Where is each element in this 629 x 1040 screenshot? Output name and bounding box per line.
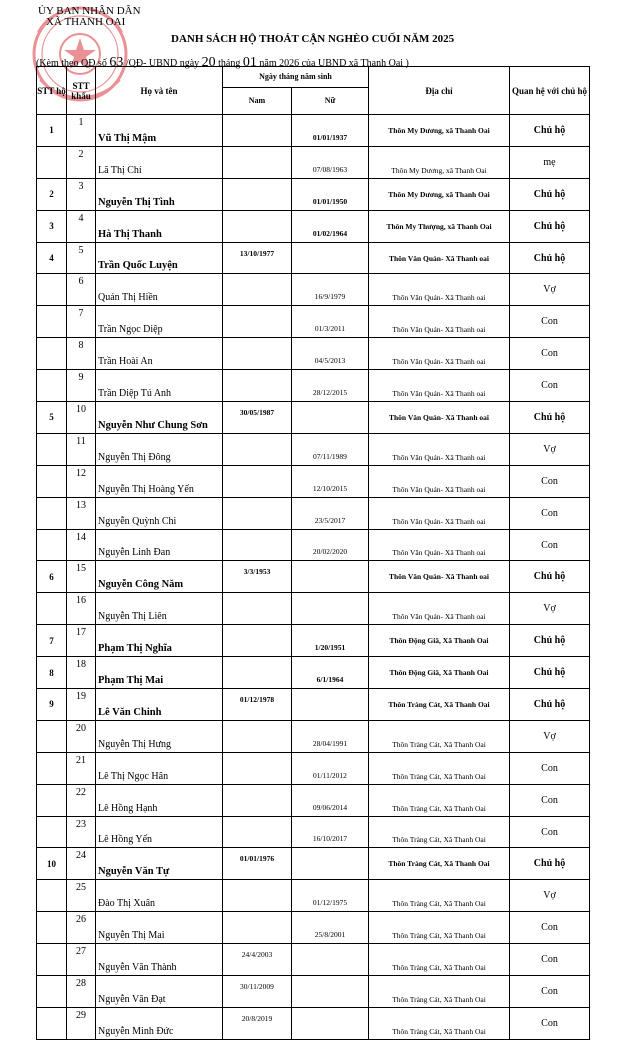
table-row — [37, 529, 590, 561]
subtitle-suffix: năm 2026 của UBND xã Thanh Oai ) — [259, 58, 409, 69]
address-cell: Thôn Văn Quán- Xã Thanh oai — [369, 338, 510, 370]
header-stt-khau: STT khẩu — [67, 67, 96, 115]
name-cell: Phạm Thị Nghĩa — [96, 625, 223, 657]
relation-cell: Vợ — [510, 720, 590, 752]
stt-ho-cell: 2 — [37, 178, 67, 210]
subtitle-prefix: (Kèm theo QĐ số — [36, 58, 107, 69]
address-cell: Thôn Tràng Cát, Xã Thanh Oai — [369, 976, 510, 1008]
relation-cell: Con — [510, 912, 590, 944]
table-row — [37, 593, 590, 625]
relation-cell: Con — [510, 370, 590, 402]
female-birth-cell: 6/1/1964 — [292, 657, 369, 689]
male-birth-cell — [223, 178, 292, 210]
table-row — [37, 689, 590, 721]
name-cell: Quản Thị Hiền — [96, 274, 223, 306]
male-birth-cell — [223, 210, 292, 242]
name-cell: Đào Thị Xuân — [96, 880, 223, 912]
name-cell: Nguyễn Linh Đan — [96, 529, 223, 561]
table-row — [37, 976, 590, 1008]
name-cell: Nguyễn Văn Đạt — [96, 976, 223, 1008]
name-cell: Trần Hoài An — [96, 338, 223, 370]
table-row — [37, 274, 590, 306]
stt-ho-cell — [37, 944, 67, 976]
male-birth-cell — [223, 497, 292, 529]
header-name: Họ và tên — [96, 67, 223, 115]
male-birth-cell — [223, 816, 292, 848]
male-birth-cell — [223, 338, 292, 370]
address-cell: Thôn Văn Quán- Xã Thanh oai — [369, 561, 510, 593]
male-birth-cell: 13/10/1977 — [223, 242, 292, 274]
table-row — [37, 306, 590, 338]
relation-cell: Vợ — [510, 593, 590, 625]
header-female: Nữ — [292, 88, 369, 115]
female-birth-cell: 16/9/1979 — [292, 274, 369, 306]
table-row — [37, 465, 590, 497]
name-cell: Trần Ngọc Diệp — [96, 306, 223, 338]
address-cell: Thôn Tràng Cát, Xã Thanh Oai — [369, 1007, 510, 1039]
address-cell: Thôn Văn Quán- Xã Thanh oai — [369, 433, 510, 465]
stt-ho-cell — [37, 465, 67, 497]
female-birth-cell: 07/11/1989 — [292, 433, 369, 465]
stt-ho-cell: 7 — [37, 625, 67, 657]
name-cell: Lê Hồng Hạnh — [96, 784, 223, 816]
stt-ho-cell: 4 — [37, 242, 67, 274]
stt-khau-cell: 7 — [67, 306, 96, 338]
name-cell: Phạm Thị Mai — [96, 657, 223, 689]
table-row — [37, 178, 590, 210]
male-birth-cell — [223, 657, 292, 689]
header-relation: Quan hệ với chủ hộ — [510, 67, 590, 115]
name-cell: Lã Thị Chí — [96, 146, 223, 178]
female-birth-cell: 01/11/2012 — [292, 752, 369, 784]
address-cell: Thôn Văn Quán- Xã Thanh oai — [369, 402, 510, 434]
female-birth-cell: 01/01/1937 — [292, 115, 369, 147]
male-birth-cell — [223, 433, 292, 465]
name-cell: Nguyễn Như Chung Sơn — [96, 402, 223, 434]
decision-day: 20 — [201, 55, 216, 70]
stt-khau-cell: 11 — [67, 433, 96, 465]
stt-ho-cell — [37, 593, 67, 625]
stt-khau-cell: 22 — [67, 784, 96, 816]
female-birth-cell — [292, 242, 369, 274]
female-birth-cell: 28/12/2015 — [292, 370, 369, 402]
female-birth-cell: 04/5/2013 — [292, 338, 369, 370]
stt-khau-cell: 1 — [67, 115, 96, 147]
name-cell: Nguyễn Thị Mai — [96, 912, 223, 944]
stt-khau-cell: 24 — [67, 848, 96, 880]
female-birth-cell: 01/01/1950 — [292, 178, 369, 210]
male-birth-cell — [223, 465, 292, 497]
table-row — [37, 1007, 590, 1039]
address-cell: Thôn Tràng Cát, Xã Thanh Oai — [369, 689, 510, 721]
agency-name-line2: XÃ THANH OAI — [46, 16, 126, 28]
female-birth-cell: 20/02/2020 — [292, 529, 369, 561]
male-birth-cell: 24/4/2003 — [223, 944, 292, 976]
stt-ho-cell — [37, 816, 67, 848]
relation-cell: Chủ hộ — [510, 178, 590, 210]
relation-cell: Vợ — [510, 880, 590, 912]
header-address: Địa chỉ — [369, 67, 510, 115]
female-birth-cell: 01/12/1975 — [292, 880, 369, 912]
name-cell: Nguyễn Minh Đức — [96, 1007, 223, 1039]
female-birth-cell — [292, 689, 369, 721]
relation-cell: Con — [510, 752, 590, 784]
stt-ho-cell — [37, 529, 67, 561]
male-birth-cell — [223, 370, 292, 402]
female-birth-cell — [292, 976, 369, 1008]
stt-ho-cell — [37, 433, 67, 465]
male-birth-cell — [223, 529, 292, 561]
name-cell: Nguyễn Văn Thành — [96, 944, 223, 976]
address-cell: Thôn Tràng Cát, Xã Thanh Oai — [369, 720, 510, 752]
address-cell: Thôn Động Giã, Xã Thanh Oai — [369, 657, 510, 689]
address-cell: Thôn Động Giã, Xã Thanh Oai — [369, 625, 510, 657]
stt-ho-cell: 8 — [37, 657, 67, 689]
relation-cell: Chủ hộ — [510, 402, 590, 434]
female-birth-cell: 01/3/2011 — [292, 306, 369, 338]
male-birth-cell: 01/01/1976 — [223, 848, 292, 880]
female-birth-cell: 1/20/1951 — [292, 625, 369, 657]
relation-cell: Con — [510, 529, 590, 561]
female-birth-cell — [292, 944, 369, 976]
address-cell: Thôn Tràng Cát, Xã Thanh Oai — [369, 784, 510, 816]
male-birth-cell — [223, 146, 292, 178]
table-row — [37, 146, 590, 178]
female-birth-cell: 12/10/2015 — [292, 465, 369, 497]
relation-cell: Con — [510, 497, 590, 529]
stt-ho-cell: 3 — [37, 210, 67, 242]
stt-ho-cell — [37, 274, 67, 306]
stt-ho-cell — [37, 306, 67, 338]
male-birth-cell — [223, 593, 292, 625]
stt-khau-cell: 6 — [67, 274, 96, 306]
table-row — [37, 370, 590, 402]
table-row — [37, 784, 590, 816]
address-cell: Thôn My Thượng, xã Thanh Oai — [369, 210, 510, 242]
name-cell: Lê Thị Ngọc Hân — [96, 752, 223, 784]
stt-khau-cell: 2 — [67, 146, 96, 178]
stt-khau-cell: 10 — [67, 402, 96, 434]
male-birth-cell: 30/11/2009 — [223, 976, 292, 1008]
relation-cell: Con — [510, 976, 590, 1008]
name-cell: Nguyễn Quỳnh Chi — [96, 497, 223, 529]
relation-cell: Vợ — [510, 433, 590, 465]
relation-cell: Con — [510, 944, 590, 976]
relation-cell: Chủ hộ — [510, 625, 590, 657]
name-cell: Lê Văn Chinh — [96, 689, 223, 721]
stt-khau-cell: 4 — [67, 210, 96, 242]
name-cell: Nguyễn Thị Hưng — [96, 720, 223, 752]
female-birth-cell: 28/04/1991 — [292, 720, 369, 752]
header-stt-ho: STT hộ — [37, 67, 67, 115]
address-cell: Thôn Văn Quán- Xã Thanh oai — [369, 593, 510, 625]
table-row — [37, 848, 590, 880]
stt-khau-cell: 21 — [67, 752, 96, 784]
female-birth-cell — [292, 593, 369, 625]
subtitle-mid: /QĐ- UBND ngày — [125, 58, 200, 69]
stt-khau-cell: 28 — [67, 976, 96, 1008]
relation-cell: mẹ — [510, 146, 590, 178]
stt-khau-cell: 25 — [67, 880, 96, 912]
relation-cell: Con — [510, 306, 590, 338]
stt-khau-cell: 15 — [67, 561, 96, 593]
name-cell: Nguyễn Thị Liên — [96, 593, 223, 625]
table-row — [37, 338, 590, 370]
name-cell: Nguyễn Thị Hoàng Yến — [96, 465, 223, 497]
address-cell: Thôn Tràng Cát, Xã Thanh Oai — [369, 912, 510, 944]
relation-cell: Chủ hộ — [510, 210, 590, 242]
household-table — [36, 66, 590, 1040]
relation-cell: Con — [510, 338, 590, 370]
stt-khau-cell: 5 — [67, 242, 96, 274]
male-birth-cell: 01/12/1978 — [223, 689, 292, 721]
table-row — [37, 720, 590, 752]
table-row — [37, 497, 590, 529]
table-row — [37, 210, 590, 242]
table-row — [37, 912, 590, 944]
table-row — [37, 880, 590, 912]
table-row — [37, 944, 590, 976]
table-row — [37, 752, 590, 784]
table-row — [37, 561, 590, 593]
address-cell: Thôn Tràng Cát, Xã Thanh Oai — [369, 880, 510, 912]
document-title: DANH SÁCH HỘ THOÁT CẬN NGHÈO CUỐI NĂM 2025 — [171, 33, 455, 45]
male-birth-cell — [223, 115, 292, 147]
stt-khau-cell: 20 — [67, 720, 96, 752]
table-row — [37, 816, 590, 848]
header-male: Nam — [223, 88, 292, 115]
female-birth-cell: 16/10/2017 — [292, 816, 369, 848]
relation-cell: Chủ hộ — [510, 115, 590, 147]
address-cell: Thôn Văn Quán- Xã Thanh oai — [369, 306, 510, 338]
female-birth-cell: 07/08/1963 — [292, 146, 369, 178]
address-cell: Thôn My Dương, xã Thanh Oai — [369, 178, 510, 210]
table-row — [37, 242, 590, 274]
female-birth-cell: 23/5/2017 — [292, 497, 369, 529]
relation-cell: Vợ — [510, 274, 590, 306]
female-birth-cell — [292, 561, 369, 593]
relation-cell: Chủ hộ — [510, 242, 590, 274]
stt-khau-cell: 17 — [67, 625, 96, 657]
address-cell: Thôn Văn Quán- Xã Thanh oai — [369, 497, 510, 529]
name-cell: Nguyễn Văn Tự — [96, 848, 223, 880]
relation-cell: Chủ hộ — [510, 561, 590, 593]
female-birth-cell — [292, 848, 369, 880]
name-cell: Trần Diệp Tú Anh — [96, 370, 223, 402]
stt-ho-cell: 1 — [37, 115, 67, 147]
address-cell: Thôn Văn Quán- Xã Thanh oai — [369, 529, 510, 561]
stt-khau-cell: 8 — [67, 338, 96, 370]
stt-ho-cell: 5 — [37, 402, 67, 434]
male-birth-cell — [223, 912, 292, 944]
male-birth-cell: 3/3/1953 — [223, 561, 292, 593]
male-birth-cell — [223, 625, 292, 657]
name-cell: Trần Quốc Luyện — [96, 242, 223, 274]
stt-khau-cell: 14 — [67, 529, 96, 561]
relation-cell: Con — [510, 1007, 590, 1039]
male-birth-cell — [223, 274, 292, 306]
relation-cell: Con — [510, 816, 590, 848]
male-birth-cell — [223, 720, 292, 752]
stt-ho-cell: 10 — [37, 848, 67, 880]
stt-khau-cell: 23 — [67, 816, 96, 848]
name-cell: Nguyễn Thị Tình — [96, 178, 223, 210]
male-birth-cell: 30/05/1987 — [223, 402, 292, 434]
name-cell: Nguyễn Công Năm — [96, 561, 223, 593]
subtitle-month-word: tháng — [218, 58, 241, 69]
address-cell: Thôn My Dương, xã Thanh Oai — [369, 115, 510, 147]
relation-cell: Con — [510, 784, 590, 816]
table-row — [37, 433, 590, 465]
female-birth-cell — [292, 1007, 369, 1039]
table-row — [37, 115, 590, 147]
female-birth-cell: 25/8/2001 — [292, 912, 369, 944]
table-row — [37, 625, 590, 657]
relation-cell: Chủ hộ — [510, 689, 590, 721]
stt-khau-cell: 13 — [67, 497, 96, 529]
address-cell: Thôn Văn Quán- Xã Thanh oai — [369, 370, 510, 402]
agency-name-line1: ỦY BAN NHÂN DÂN — [38, 5, 141, 17]
stt-khau-cell: 3 — [67, 178, 96, 210]
female-birth-cell: 01/02/1964 — [292, 210, 369, 242]
stt-ho-cell: 6 — [37, 561, 67, 593]
stt-khau-cell: 16 — [67, 593, 96, 625]
relation-cell: Chủ hộ — [510, 657, 590, 689]
stt-ho-cell — [37, 720, 67, 752]
stt-khau-cell: 18 — [67, 657, 96, 689]
relation-cell: Chủ hộ — [510, 848, 590, 880]
stt-ho-cell — [37, 912, 67, 944]
table-row — [37, 402, 590, 434]
stt-ho-cell — [37, 752, 67, 784]
male-birth-cell — [223, 752, 292, 784]
stt-ho-cell — [37, 146, 67, 178]
decision-number: 63 — [109, 55, 124, 70]
stt-khau-cell: 29 — [67, 1007, 96, 1039]
header-birth-date: Ngày tháng năm sinh — [223, 67, 369, 88]
name-cell: Vũ Thị Mậm — [96, 115, 223, 147]
stt-khau-cell: 26 — [67, 912, 96, 944]
male-birth-cell — [223, 784, 292, 816]
stt-ho-cell — [37, 370, 67, 402]
stt-khau-cell: 27 — [67, 944, 96, 976]
address-cell: Thôn My Dương, xã Thanh Oai — [369, 146, 510, 178]
stt-ho-cell — [37, 880, 67, 912]
male-birth-cell: 20/8/2019 — [223, 1007, 292, 1039]
decision-month: 01 — [242, 55, 257, 70]
stt-ho-cell — [37, 338, 67, 370]
address-cell: Thôn Văn Quán- Xã Thanh oai — [369, 274, 510, 306]
address-cell: Thôn Văn Quán- Xã Thanh oai — [369, 242, 510, 274]
male-birth-cell — [223, 306, 292, 338]
female-birth-cell — [292, 402, 369, 434]
table-row — [37, 657, 590, 689]
name-cell: Nguyễn Thị Đông — [96, 433, 223, 465]
stt-ho-cell: 9 — [37, 689, 67, 721]
male-birth-cell — [223, 880, 292, 912]
address-cell: Thôn Tràng Cát, Xã Thanh Oai — [369, 816, 510, 848]
stt-ho-cell — [37, 784, 67, 816]
stt-khau-cell: 19 — [67, 689, 96, 721]
name-cell: Hà Thị Thanh — [96, 210, 223, 242]
table-body — [37, 115, 590, 1040]
stt-ho-cell — [37, 1007, 67, 1039]
female-birth-cell: 09/06/2014 — [292, 784, 369, 816]
address-cell: Thôn Tràng Cát, Xã Thanh Oai — [369, 752, 510, 784]
stt-ho-cell — [37, 497, 67, 529]
address-cell: Thôn Tràng Cát, Xã Thanh Oai — [369, 848, 510, 880]
stt-ho-cell — [37, 976, 67, 1008]
address-cell: Thôn Tràng Cát, Xã Thanh Oai — [369, 944, 510, 976]
stt-khau-cell: 9 — [67, 370, 96, 402]
relation-cell: Con — [510, 465, 590, 497]
address-cell: Thôn Văn Quán- Xã Thanh oai — [369, 465, 510, 497]
stt-khau-cell: 12 — [67, 465, 96, 497]
name-cell: Lê Hồng Yến — [96, 816, 223, 848]
